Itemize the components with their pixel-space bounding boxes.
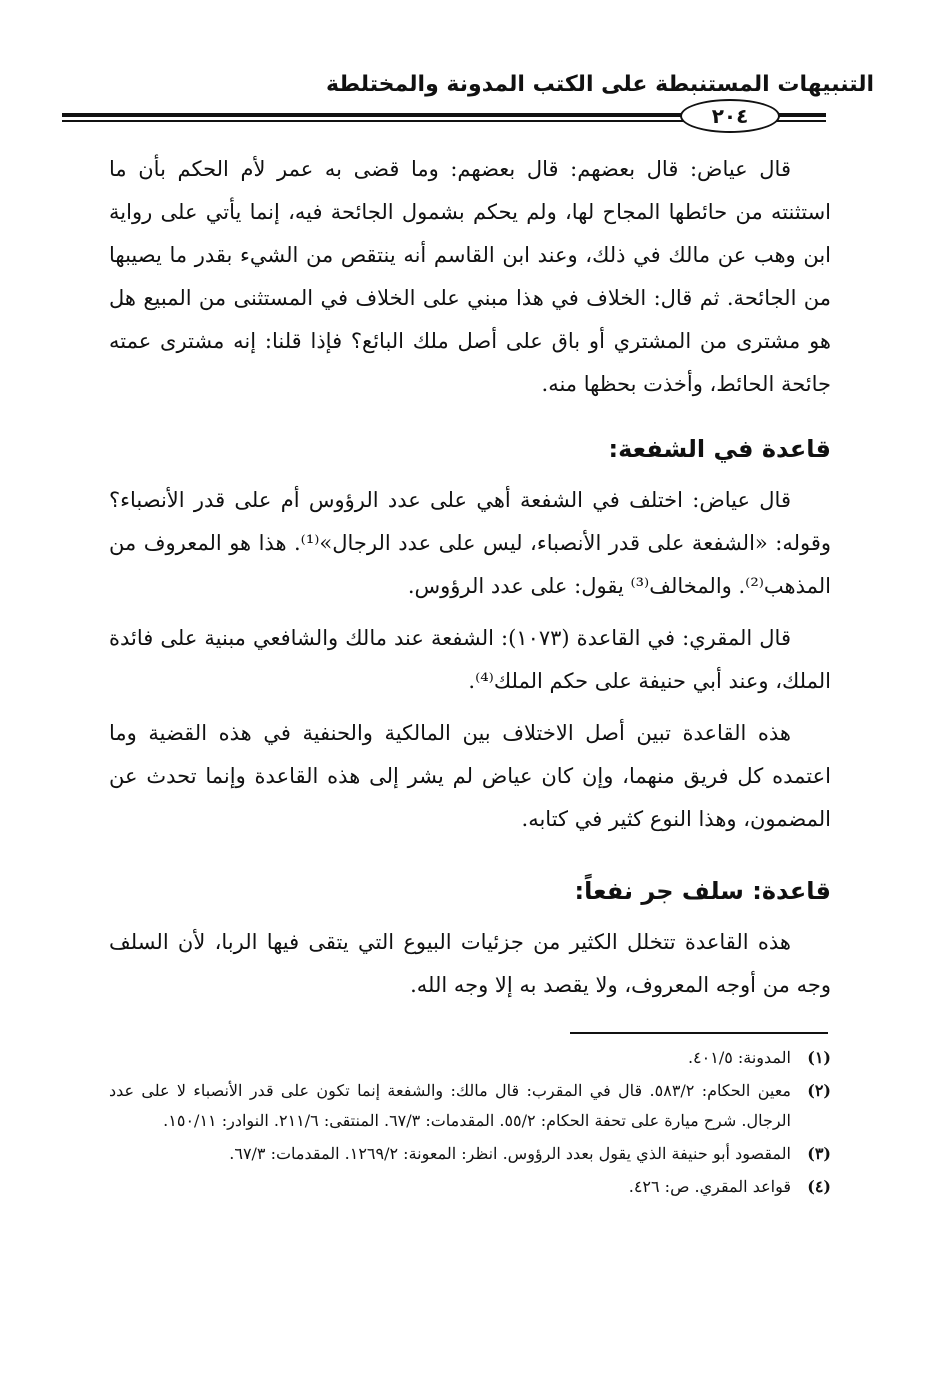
- footnote-text: قواعد المقري. ص: ٤٢٦.: [628, 1177, 791, 1196]
- footnote-3: [109, 1139, 831, 1169]
- analysis-paragraph-text: هذه القاعدة تبين أصل الاختلاف بين المالكية والحنفية في هذه القضية وما اعتمده كل فريق منهما، وإن كان عياض لم يشر إلى هذه القاعدة وإنما تحدث عن المضمون، وهذا النوع كثير في كتابه.: [109, 721, 831, 831]
- footnote-text: المدونة: ٤٠١/٥.: [687, 1048, 791, 1067]
- footnote-4: [109, 1172, 831, 1202]
- page-number: ٢٠٤: [680, 99, 780, 133]
- footnote-number: (١): [807, 1048, 831, 1067]
- running-title: التنبيهات المستنبطة على الكتب المدونة والمختلطة: [325, 72, 874, 97]
- heading-shufa: قاعدة في الشفعة:: [608, 435, 831, 463]
- maqqari-paragraph-text: قال المقري: في القاعدة (١٠٧٣): الشفعة عند مالك والشافعي مبنية على فائدة الملك، وعند أبي حنيفة على حكم الملك⁽⁴⁾.: [109, 626, 831, 693]
- footnote-text: المقصود أبو حنيفة الذي يقول بعدد الرؤوس. انظر: المعونة: ١٢٦٩/٢. المقدمات: ٦٧/٣.: [229, 1144, 791, 1163]
- salaf-paragraph-text: هذه القاعدة تتخلل الكثير من جزئيات البيوع التي يتقى فيها الربا، لأن السلف وجه من أوجه المعروف، ولا يقصد به إلا وجه الله.: [109, 930, 831, 997]
- footnote-text: معين الحكام: ٥٨٣/٢. قال في المقرب: قال مالك: والشفعة إنما تكون على قدر الأنصباء لا على عدد الرجال. شرح ميارة على تحفة الحكام: ٥٥/٢. المقدمات: ٦٧/٣. المنتقى: ٢١١/٦. النوادر: ١٥٠/١١.: [109, 1081, 792, 1130]
- footnote-1: [109, 1043, 831, 1073]
- maqqari-paragraph: [109, 617, 831, 703]
- footnote-2: [109, 1076, 831, 1136]
- intro-paragraph: [109, 148, 831, 406]
- footnote-number: (٣): [807, 1144, 831, 1163]
- footnote-separator: [570, 1032, 828, 1034]
- analysis-paragraph: [109, 712, 831, 841]
- footnotes: [109, 1043, 831, 1205]
- shufa-paragraph-text: قال عياض: اختلف في الشفعة أهي على عدد الرؤوس أم على قدر الأنصباء؟ وقوله: «الشفعة على قدر الأنصباء، ليس على عدد الرجال»⁽¹⁾. هذا هو المعروف من المذهب⁽²⁾. والمخالف⁽³⁾ يقول: على عدد الرؤوس.: [109, 488, 831, 598]
- footnote-number: (٢): [807, 1081, 831, 1100]
- salaf-paragraph: [109, 921, 831, 1007]
- footnote-number: (٤): [807, 1177, 831, 1196]
- intro-paragraph-text: قال عياض: قال بعضهم: قال بعضهم: وما قضى به عمر لأم الحكم بأن ما استثنته من حائطها المجاح لها، ولم يحكم بشمول الجائحة فيه، إنما يأتي على رواية ابن وهب عن مالك في ذلك، وعند ابن القاسم أنه ينتقص من الشيء بقدر ما يصيبها من الجائحة. ثم قال: الخلاف في هذا مبني على الخلاف في المستثنى من المبيع هل هو مشترى من المشتري أو باق على أصل ملك البائع؟ فإذا قلنا: إنه مشترى عمته جائحة الحائط، وأخذت بحظها منه.: [109, 157, 831, 396]
- heading-salaf: قاعدة: سلف جر نفعاً:: [574, 877, 831, 905]
- shufa-paragraph: [109, 479, 831, 608]
